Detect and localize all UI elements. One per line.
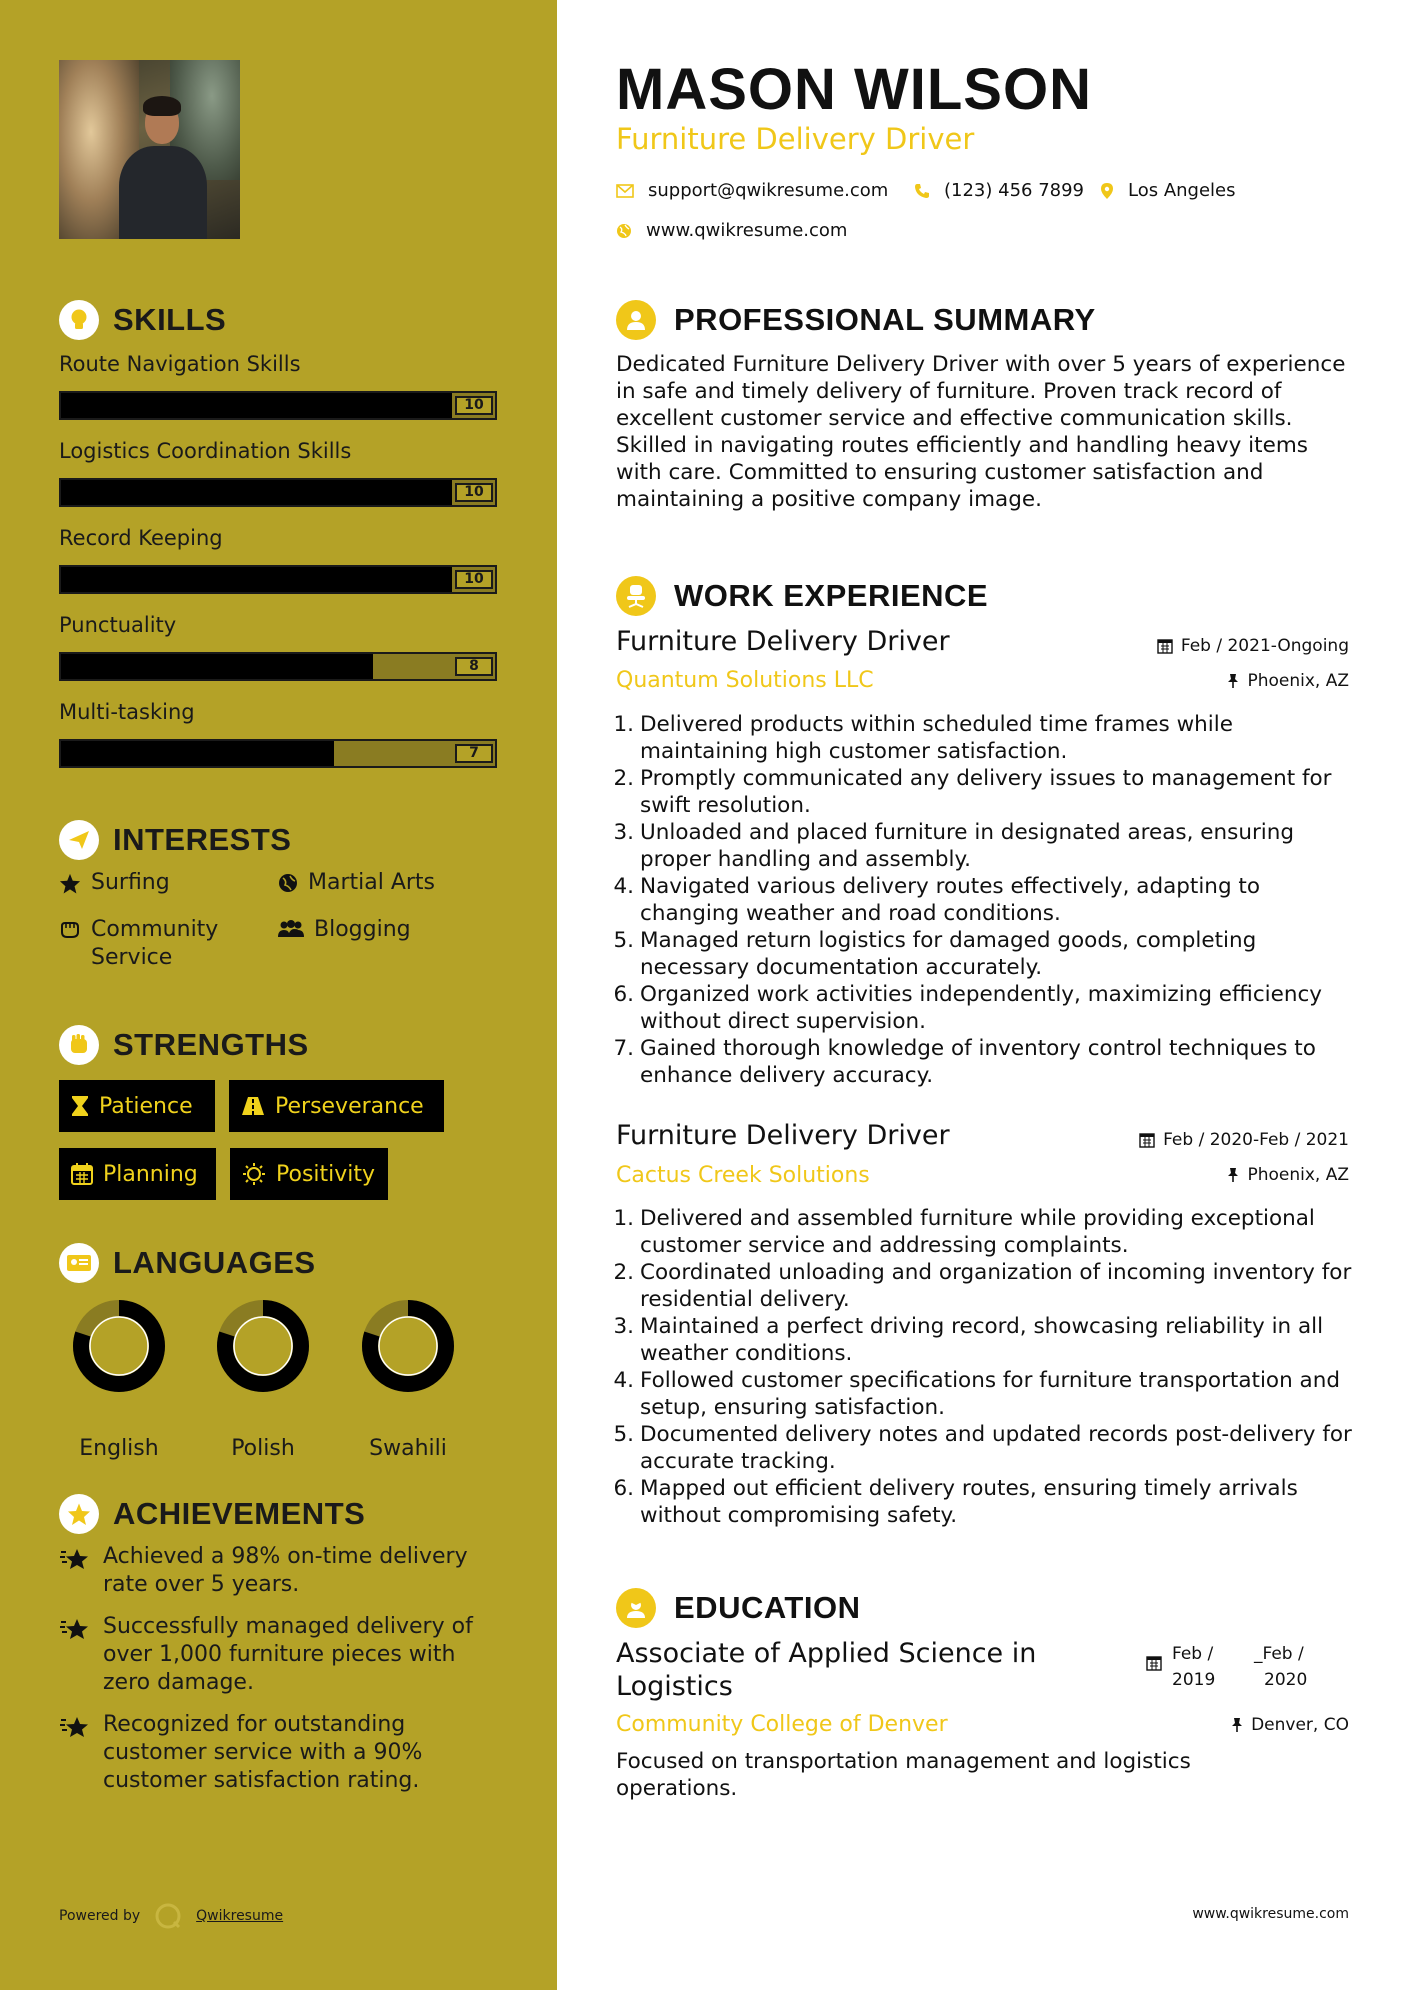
hourglass-icon	[71, 1095, 89, 1117]
road-icon	[241, 1096, 265, 1116]
qwikresume-link[interactable]: Qwikresume	[196, 1908, 284, 1924]
job-location: Phoenix, AZ	[1227, 1165, 1349, 1185]
footer-website[interactable]: www.qwikresume.com	[1192, 1906, 1349, 1922]
list-item: 6. Mapped out efficient delivery routes, ensuring timely arrivals without compromising safety.	[613, 1476, 1298, 1528]
skill-value: 10	[455, 396, 493, 415]
skill-value: 8	[455, 657, 493, 676]
skill-fill	[61, 480, 452, 505]
pushpin-icon	[1231, 1717, 1243, 1733]
skill-label: Record Keeping	[59, 526, 223, 550]
skills-heading: SKILLS	[59, 300, 226, 340]
calendar-icon	[1157, 638, 1173, 654]
skill-bar	[59, 565, 497, 594]
contact-website[interactable]: www.qwikresume.com	[616, 220, 847, 241]
user-icon	[616, 300, 656, 340]
skill-fill	[61, 393, 452, 418]
sidebar	[0, 0, 557, 1990]
strength-badge: Perseverance	[229, 1080, 444, 1132]
candidate-role: Furniture Delivery Driver	[616, 122, 975, 156]
degree-title: Associate of Applied Science in	[616, 1638, 1037, 1669]
skill-value: 10	[455, 483, 493, 502]
language-item: Polish	[213, 1298, 313, 1461]
language-ring	[71, 1298, 167, 1394]
graduate-icon	[616, 1588, 656, 1628]
language-ring-inner	[90, 1317, 148, 1375]
skill-bar	[59, 739, 497, 768]
list-item: 1. Delivered and assembled furniture while providing exceptional customer service and addressing complaints.	[613, 1206, 1315, 1258]
job-location: Phoenix, AZ	[1227, 671, 1349, 691]
globe-icon	[616, 223, 632, 239]
achievement-item: Recognized for outstanding customer service with a 90% customer satisfaction rating.	[59, 1711, 499, 1795]
job-bullets	[612, 1205, 1352, 1529]
achievement-item: Achieved a 98% on-time delivery rate over 5 years.	[59, 1543, 499, 1599]
skill-value: 10	[455, 570, 493, 589]
contact-location: Los Angeles	[1100, 180, 1236, 201]
office-chair-icon	[616, 576, 656, 616]
achievements-heading: ACHIEVEMENTS	[59, 1494, 365, 1534]
language-ring-inner	[379, 1317, 437, 1375]
education-end-date: _Feb / 2020	[1254, 1644, 1308, 1690]
lightbulb-icon	[59, 300, 99, 340]
education-start-date: Feb / 2019	[1172, 1644, 1216, 1690]
list-item: 2. Coordinated unloading and organization of incoming inventory for residential delivery.	[613, 1260, 1352, 1312]
company-name: Quantum Solutions LLC	[616, 668, 874, 693]
list-item: 2. Promptly communicated any delivery issues to management for swift resolution.	[613, 766, 1332, 818]
language-ring	[360, 1298, 456, 1394]
sun-icon	[242, 1162, 266, 1186]
education-location: Denver, CO	[1231, 1715, 1349, 1735]
summary-text: Dedicated Furniture Delivery Driver with over 5 years of experience in safe and timely delivery of furniture. Proven track record of excellent customer service and effective communication skills. Skilled in navigating routes efficiently and handling heavy items with care. Committed to ensuring customer satisfaction and maintaining a positive company image.	[616, 352, 1346, 512]
paper-plane-icon	[59, 820, 99, 860]
envelope-icon	[616, 184, 634, 198]
interests-heading: INTERESTS	[59, 820, 291, 860]
qwikresume-logo-icon	[154, 1902, 182, 1930]
interest-item: Blogging	[278, 916, 411, 944]
interest-item: Surfing	[59, 869, 170, 897]
skill-fill	[61, 654, 373, 679]
skill-label: Multi-tasking	[59, 700, 195, 724]
language-item: Swahili	[358, 1298, 458, 1461]
stars-icon	[59, 1616, 91, 1642]
achievement-item: Successfully managed delivery of over 1,000 furniture pieces with zero damage.	[59, 1613, 499, 1697]
degree-title-line2: Logistics	[616, 1671, 733, 1702]
skill-bar	[59, 478, 497, 507]
list-item: 3. Unloaded and placed furniture in designated areas, ensuring proper handling and assembly.	[613, 820, 1295, 872]
company-name: Cactus Creek Solutions	[616, 1163, 870, 1188]
summary-heading: PROFESSIONAL SUMMARY	[616, 300, 1096, 340]
map-pin-icon	[1100, 182, 1114, 200]
language-item: English	[69, 1298, 169, 1461]
list-item: 4. Navigated various delivery routes effectively, adapting to changing weather and road conditions.	[613, 874, 1261, 926]
id-card-icon	[59, 1243, 99, 1283]
list-item: 1. Delivered products within scheduled time frames while maintaining high customer satisfaction.	[613, 712, 1233, 764]
education-description: Focused on transportation management and logistics operations.	[616, 1749, 1191, 1801]
strength-badge: Patience	[59, 1080, 215, 1132]
powered-by: Powered by Qwikresume	[59, 1902, 283, 1930]
hand-icon	[59, 920, 81, 940]
job-title: Furniture Delivery Driver	[616, 1120, 950, 1151]
pushpin-icon	[1227, 673, 1239, 689]
job-dates: Feb / 2020-Feb / 2021	[1139, 1130, 1349, 1150]
stars-icon	[59, 1546, 91, 1572]
language-ring	[215, 1298, 311, 1394]
list-item: 4. Followed customer specifications for furniture transportation and setup, ensuring satisfaction.	[613, 1368, 1340, 1420]
experience-heading: WORK EXPERIENCE	[616, 576, 988, 616]
job-title: Furniture Delivery Driver	[616, 626, 950, 657]
job-dates: Feb / 2021-Ongoing	[1157, 636, 1349, 656]
calendar-icon	[71, 1163, 93, 1185]
globe-icon	[278, 873, 298, 893]
profile-photo	[59, 60, 240, 239]
candidate-name: MASON WILSON	[616, 57, 1092, 122]
school-name: Community College of Denver	[616, 1712, 948, 1737]
language-ring-inner	[234, 1317, 292, 1375]
list-item: 7. Gained thorough knowledge of inventory control techniques to enhance delivery accuracy.	[613, 1036, 1316, 1088]
skill-bar	[59, 652, 497, 681]
list-item: 3. Maintained a perfect driving record, showcasing reliability in all weather conditions.	[613, 1314, 1324, 1366]
strength-badge: Planning	[59, 1148, 216, 1200]
phone-icon	[914, 183, 930, 199]
medal-star-icon	[59, 1494, 99, 1534]
skill-label: Logistics Coordination Skills	[59, 439, 352, 463]
fist-icon	[59, 1025, 99, 1065]
list-item: 5. Managed return logistics for damaged goods, completing necessary documentation accurately.	[613, 928, 1257, 980]
skill-fill	[61, 567, 452, 592]
contact-email[interactable]: support@qwikresume.com	[616, 180, 888, 201]
list-item: 5. Documented delivery notes and updated records post-delivery for accurate tracking.	[613, 1422, 1352, 1474]
calendar-icon	[1146, 1655, 1162, 1675]
skill-label: Punctuality	[59, 613, 177, 637]
contact-phone[interactable]: (123) 456 7899	[914, 180, 1084, 201]
calendar-icon	[1139, 1132, 1155, 1148]
languages-heading: LANGUAGES	[59, 1243, 316, 1283]
pushpin-icon	[1227, 1167, 1239, 1183]
skill-label: Route Navigation Skills	[59, 352, 301, 376]
job-bullets	[612, 711, 1352, 1089]
strength-badge: Positivity	[230, 1148, 388, 1200]
stars-icon	[59, 1714, 91, 1740]
skill-value: 7	[455, 744, 493, 763]
skill-fill	[61, 741, 334, 766]
interest-item: Community Service	[59, 916, 259, 972]
strengths-heading: STRENGTHS	[59, 1025, 309, 1065]
users-icon	[278, 920, 304, 940]
list-item: 6. Organized work activities independently, maximizing efficiency without direct supervision.	[613, 982, 1323, 1034]
interest-item: Martial Arts	[278, 869, 435, 897]
skill-bar	[59, 391, 497, 420]
star-icon	[59, 873, 81, 894]
education-heading: EDUCATION	[616, 1588, 860, 1628]
